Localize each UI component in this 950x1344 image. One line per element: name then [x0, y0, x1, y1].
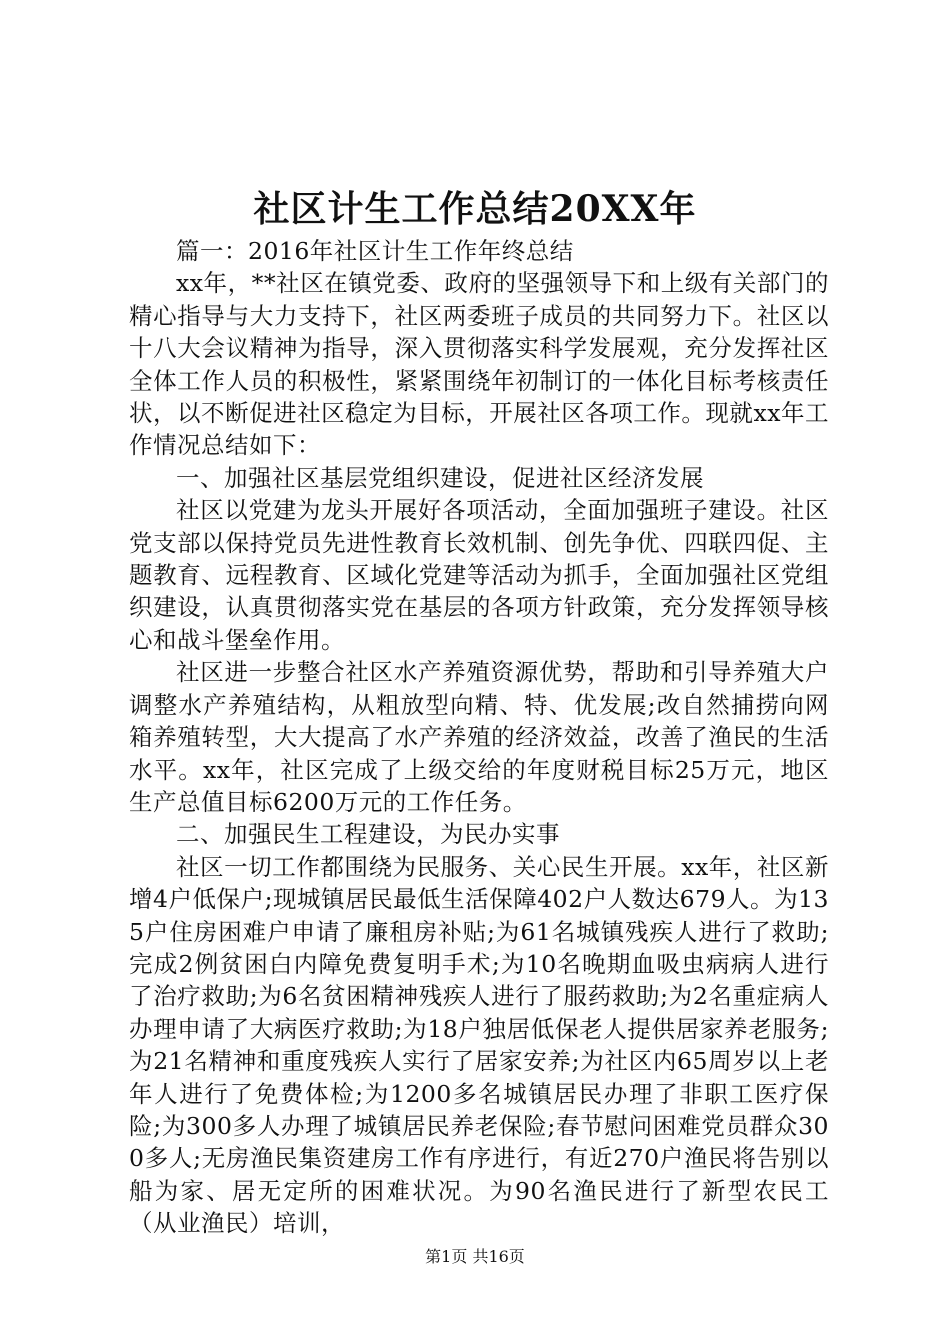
document-body — [129, 235, 829, 1240]
paragraph-section-heading: 篇一：2016年社区计生工作年终总结 — [176, 237, 574, 265]
paragraph-livelihood: 社区一切工作都围绕为民服务、关心民生开展。xx年，社区新增4户低保户;现城镇居民最低生活保障402户人数达679人。为135户住房困难户申请了廉租房补贴;为61名城镇残疾人进行了救助;完成2例贫困白内障免费复明手术;为10名晚期血吸虫病病人进行了治疗救助;为6名贫困精神残疾人进行了服药救助;为2名重症病人办理申请了大病医疗救助;为18户独居低保老人提供居家养老服务;为21名精神和重度残疾人实行了居家安养;为社区内65周岁以上老年人进行了免费体检;为1200多名城镇居民办理了非职工医疗保险;为300多人办理了城镇居民养老保险;春节慰问困难党员群众300多人;无房渔民集资建房工作有序进行，有近270户渔民将告别以船为家、居无定所的困难状况。为90名渔民进行了新型农民工（从业渔民）培训， — [129, 852, 829, 1238]
page-footer: 第1页 共16页 — [425, 1247, 525, 1266]
document-title: 社区计生工作总结20XX年 — [253, 188, 697, 230]
paragraph-aquaculture: 社区进一步整合社区水产养殖资源优势，帮助和引导养殖大户调整水产养殖结构，从粗放型向精、特、优发展;改自然捕捞向网箱养殖转型，大大提高了水产养殖的经济效益，改善了渔民的生活水平。xx年，社区完成了上级交给的年度财税目标25万元，地区生产总值目标6200万元的工作任务。 — [129, 658, 829, 816]
paragraph-party-building: 社区以党建为龙头开展好各项活动，全面加强班子建设。社区党支部以保持党员先进性教育长效机制、创先争优、四联四促、主题教育、远程教育、区域化党建等活动为抓手，全面加强社区党组织建设，认真贯彻落实党在基层的各项方针政策，充分发挥领导核心和战斗堡垒作用。 — [129, 496, 829, 654]
paragraph-intro: xx年，**社区在镇党委、政府的坚强领导下和上级有关部门的精心指导与大力支持下，社区两委班子成员的共同努力下。社区以十八大会议精神为指导，深入贯彻落实科学发展观，充分发挥社区全体工作人员的积极性，紧紧围绕年初制订的一体化目标考核责任状，以不断促进社区稳定为目标，开展社区各项工作。现就xx年工作情况总结如下： — [129, 269, 829, 460]
paragraph-heading-one: 一、加强社区基层党组织建设，促进社区经济发展 — [176, 463, 704, 492]
paragraph-heading-two: 二、加强民生工程建设，为民办实事 — [176, 820, 560, 849]
